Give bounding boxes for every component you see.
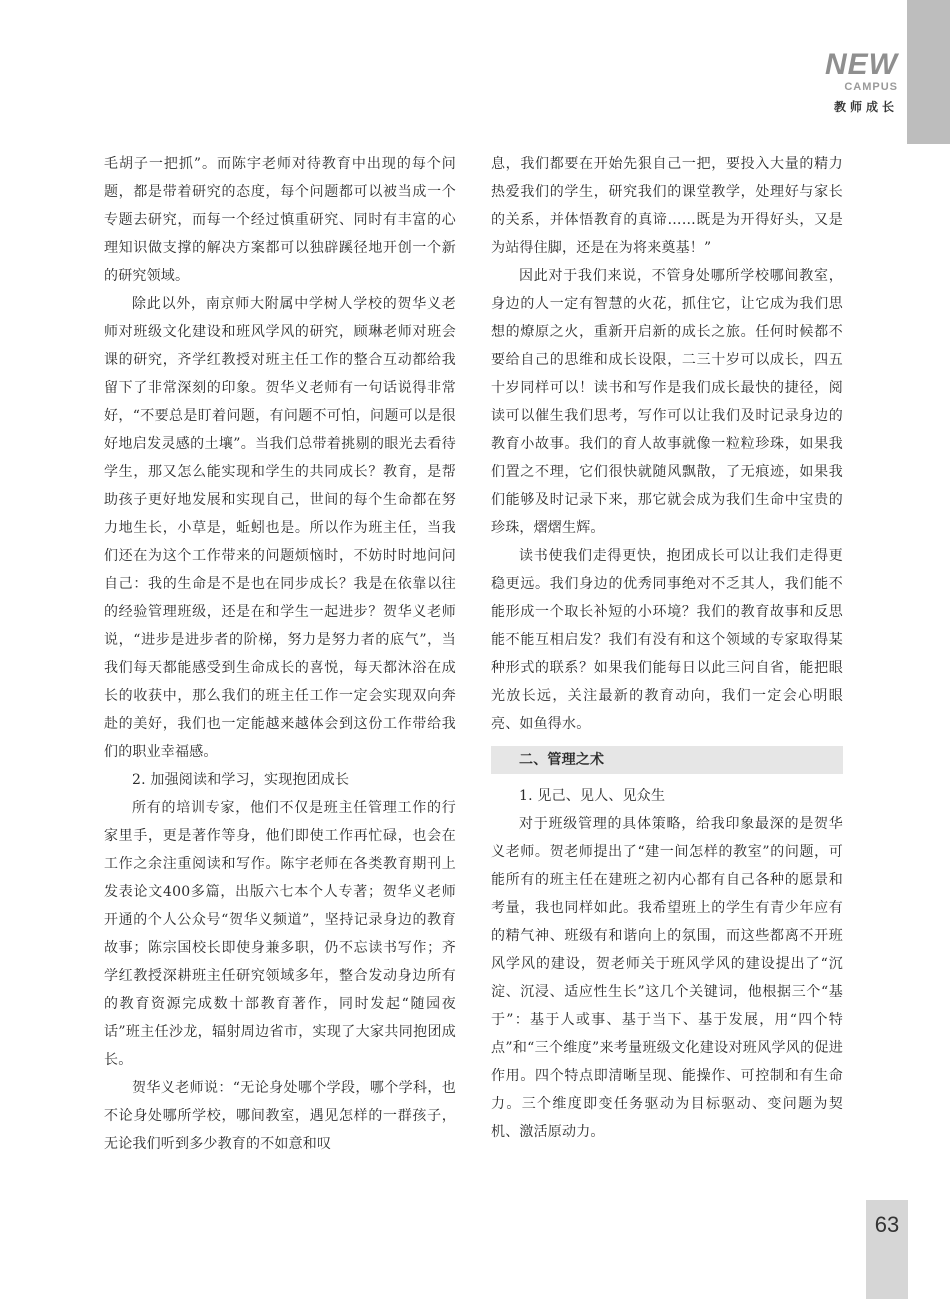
- paragraph: 毛胡子一把抓”。而陈宇老师对待教育中出现的每个问题，都是带着研究的态度，每个问题都可以被当成一个专题去研究，而每一个经过慎重研究、同时有丰富的心理知识做支撑的解决方案都可以独辟蹊径地开创一个新的研究领域。: [104, 156, 456, 284]
- section-title: 教师成长: [833, 100, 898, 114]
- header-side-band: [907, 0, 950, 144]
- paragraph: 贺华义老师说：“无论身处哪个学段，哪个学科，也不论身处哪所学校，哪间教室，遇见怎样的一群孩子，无论我们听到多少教育的不如意和叹: [104, 1080, 456, 1152]
- paragraph: 所有的培训专家，他们不仅是班主任管理工作的行家里手，更是著作等身，他们即使工作再忙碌，也会在工作之余注重阅读和写作。陈宇老师在各类教育期刊上发表论文400多篇，出版六七本个人专著；贺华义老师开通的个人公众号“贺华义频道”，坚持记录身边的教育故事；陈宗国校长即使身兼多职，仍不忘读书写作；齐学红教授深耕班主任研究领域多年，整合发动身边所有的教育资源完成数十部教育著作，同时发起“随园夜话”班主任沙龙，辐射周边省市，实现了大家共同抱团成长。: [104, 800, 456, 1068]
- subheading: 1. 见己、见人、见众生: [519, 788, 666, 804]
- page-number: 63: [874, 1212, 900, 1237]
- brand-logo-new: NEW: [825, 48, 898, 81]
- paragraph: 对于班级管理的具体策略，给我印象最深的是贺华义老师。贺老师提出了“建一间怎样的教室”的问题，可能所有的班主任在建班之初内心都有自己各种的愿景和考量，我也同样如此。我希望班上的学生有青少年应有的精气神、班级有和谐向上的氛围，而这些都离不开班风学风的建设，贺老师关于班风学风的建设提出了“沉淀、沉浸、适应性生长”这几个关键词，他根据三个“基于”：基于人或事、基于当下、基于发展，用“四个特点”和“三个维度”来考量班级文化建设对班风学风的促进作用。四个特点即清晰呈现、能操作、可控制和有生命力。三个维度即变任务驱动为目标驱动、变问题为契机、激活原动力。: [491, 816, 843, 1140]
- section-heading: 二、管理之术: [491, 746, 843, 774]
- magazine-brand: [825, 50, 898, 116]
- subheading: 2. 加强阅读和学习，实现抱团成长: [132, 772, 350, 788]
- paragraph: 除此以外，南京师大附属中学树人学校的贺华义老师对班级文化建设和班风学风的研究，顾琳老师对班会课的研究，齐学红教授对班主任工作的整合互动都给我留下了非常深刻的印象。贺华义老师有一句话说得非常好，“不要总是盯着问题，有问题不可怕，问题可以是很好地启发灵感的土壤”。当我们总带着挑剔的眼光去看待学生，那又怎么能实现和学生的共同成长？教育，是帮助孩子更好地发展和实现自己，世间的每个生命都在努力地生长，小草是，蚯蚓也是。所以作为班主任，当我们还在为这个工作带来的问题烦恼时，不妨时时地问问自己：我的生命是不是也在同步成长？我是在依靠以往的经验管理班级，还是在和学生一起进步？贺华义老师说，“进步是进步者的阶梯，努力是努力者的底气”，当我们每天都能感受到生命成长的喜悦，每天都沐浴在成长的收获中，那么我们的班主任工作一定会实现双向奔赴的美好，我们也一定能越来越体会到这份工作带给我们的职业幸福感。: [104, 296, 456, 760]
- paragraph: 读书使我们走得更快，抱团成长可以让我们走得更稳更远。我们身边的优秀同事绝对不乏其人，我们能不能形成一个取长补短的小环境？我们的教育故事和反思能不能互相启发？我们有没有和这个领域的专家取得某种形式的联系？如果我们能每日以此三问自省，能把眼光放长远，关注最新的教育动向，我们一定会心明眼亮、如鱼得水。: [491, 548, 843, 732]
- left-column: [104, 150, 456, 1158]
- paragraph: 因此对于我们来说，不管身处哪所学校哪间教室，身边的人一定有智慧的火花，抓住它，让它成为我们思想的燎原之火，重新开启新的成长之旅。任何时候都不要给自己的思维和成长设限，二三十岁可以成长，四五十岁同样可以！读书和写作是我们成长最快的捷径，阅读可以催生我们思考，写作可以让我们及时记录身边的教育小故事。我们的育人故事就像一粒粒珍珠，如果我们置之不理，它们很快就随风飘散，了无痕迹，如果我们能够及时记录下来，那它就会成为我们生命中宝贵的珍珠，熠熠生辉。: [491, 268, 843, 536]
- brand-logo-campus: CAMPUS: [844, 81, 898, 93]
- right-column: [491, 150, 843, 1146]
- paragraph: 息，我们都要在开始先狠自己一把，要投入大量的精力热爱我们的学生，研究我们的课堂教学，处理好与家长的关系，并体悟教育的真谛……既是为开得好头，又是为站得住脚，还是在为将来奠基！”: [491, 156, 843, 256]
